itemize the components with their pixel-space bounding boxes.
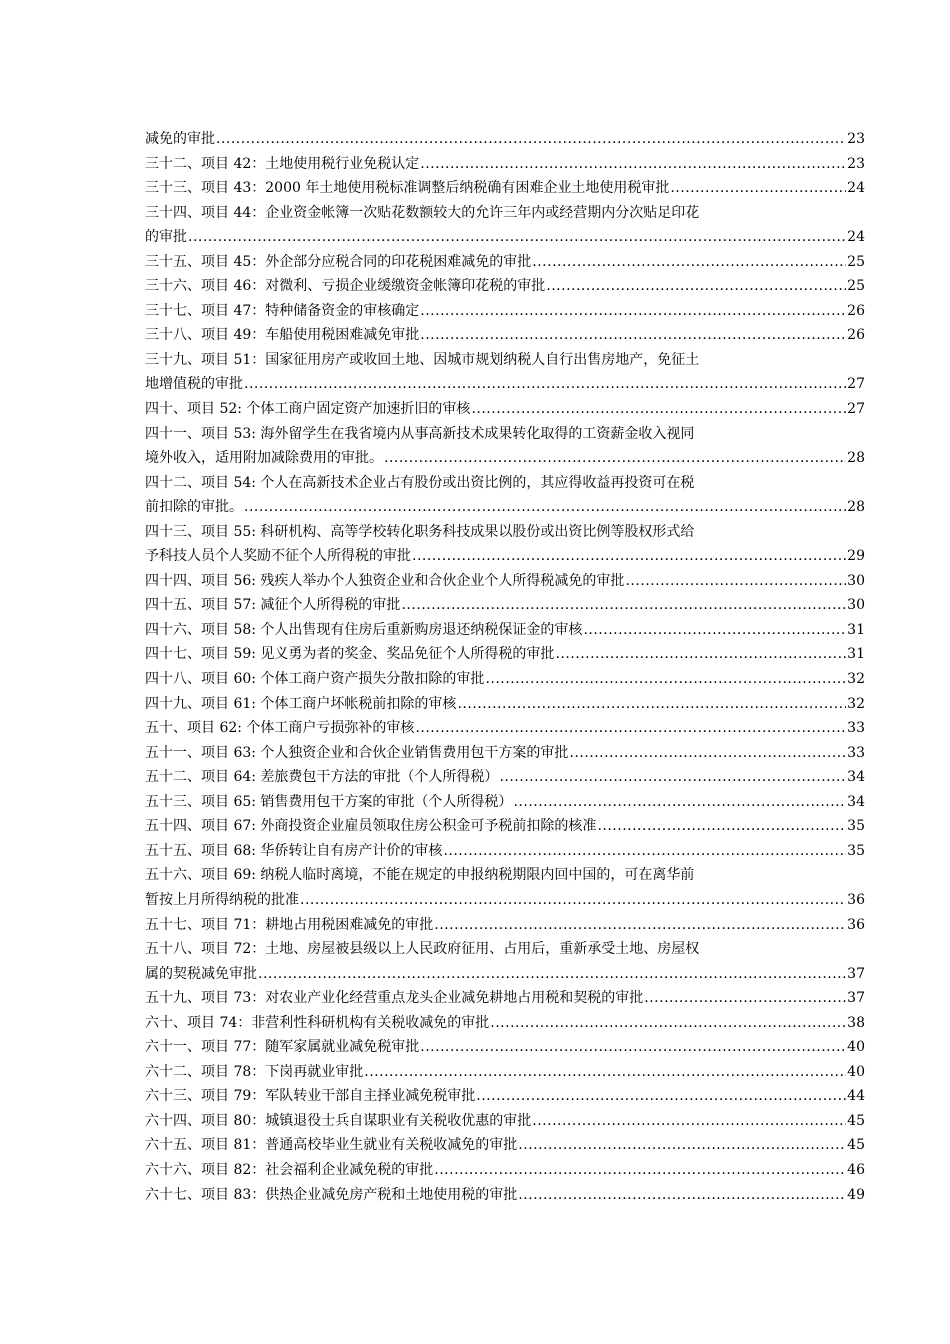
- toc-entry[interactable]: [145, 274, 865, 299]
- toc-page-number: 27: [847, 376, 865, 393]
- toc-leader-dots: [300, 888, 846, 913]
- toc-leader-dots: [364, 1060, 846, 1085]
- toc-page-number: 45: [847, 1137, 865, 1154]
- toc-page-number: 25: [847, 253, 865, 270]
- toc-leader-dots: [434, 1158, 846, 1183]
- toc-entry-title: 六十一、项目 77：随军家属就业减免税审批: [145, 1039, 420, 1056]
- toc-entry[interactable]: [145, 790, 865, 815]
- toc-entry[interactable]: [145, 1133, 865, 1158]
- toc-page-number: 23: [847, 155, 865, 172]
- toc-page-number: 34: [847, 793, 865, 810]
- toc-entry-title: 前扣除的审批。: [145, 499, 243, 516]
- toc-leader-dots: [384, 446, 846, 471]
- toc-entry-title: 三十五、项目 45：外企部分应税合同的印花税困难减免的审批: [145, 253, 532, 270]
- toc-entry-title: 三十六、项目 46：对微利、亏损企业缓缴资金帐簿印花税的审批: [145, 278, 546, 295]
- toc-entry-title: 的审批: [145, 229, 187, 246]
- toc-entry-title: 四十六、项目 58: 个人出售现有住房后重新购房退还纳税保证金的审核: [145, 621, 583, 638]
- toc-entry[interactable]: [145, 913, 865, 938]
- toc-leader-dots: [644, 986, 846, 1011]
- toc-leader-dots: [216, 127, 846, 152]
- toc-entry[interactable]: [145, 323, 865, 348]
- toc-page-number: 31: [847, 621, 865, 638]
- toc-entry[interactable]: [145, 593, 865, 618]
- toc-leader-dots: [555, 642, 846, 667]
- toc-entry-title: 四十八、项目 60: 个体工商户资产损失分散扣除的审批: [145, 671, 485, 688]
- toc-entry-title: 三十四、项目 44：企业资金帐簿一次贴花数额较大的允许三年内或经营期内分次贴足印花: [145, 204, 700, 221]
- toc-entry-title: 五十二、项目 64: 差旅费包干方法的审批（个人所得税）: [145, 769, 499, 786]
- toc-page-number: 31: [847, 646, 865, 663]
- toc-entry-title: 五十五、项目 68: 华侨转让自有房产计价的审核: [145, 842, 443, 859]
- toc-page-number: 27: [847, 401, 865, 418]
- toc-entry-title: 六十二、项目 78：下岗再就业审批: [145, 1063, 364, 1080]
- toc-entry[interactable]: [145, 1035, 865, 1060]
- toc-entry-title: 暂按上月所得纳税的批准: [145, 891, 299, 908]
- toc-entry[interactable]: [145, 1011, 865, 1036]
- toc-page-number: 26: [847, 327, 865, 344]
- toc-leader-dots: [499, 765, 846, 790]
- toc-entry-title: 三十七、项目 47：特种储备资金的审核确定: [145, 302, 420, 319]
- toc-page-number: 40: [847, 1039, 865, 1056]
- toc-entry[interactable]: [145, 1109, 865, 1134]
- toc-page-number: 49: [847, 1186, 865, 1203]
- toc-leader-dots: [457, 692, 846, 717]
- toc-leader-dots: [420, 299, 846, 324]
- toc-entry-title: 四十九、项目 61: 个体工商户坏帐税前扣除的审核: [145, 695, 457, 712]
- toc-entry-title: 四十二、项目 54: 个人在高新技术企业占有股份或出资比例的，其应得收益再投资可在税: [145, 474, 695, 491]
- toc-page-number: 30: [847, 572, 865, 589]
- toc-leader-dots: [532, 1109, 846, 1134]
- toc-entry-title: 三十九、项目 51：国家征用房产或收回土地、因城市规划纳税人自行出售房地产，免征土: [145, 351, 700, 368]
- toc-page-number: 45: [847, 1112, 865, 1129]
- toc-entry-title: 五十八、项目 72：土地、房屋被县级以上人民政府征用、占用后，重新承受土地、房屋权: [145, 941, 700, 958]
- toc-entry[interactable]: [145, 937, 865, 986]
- toc-page-number: 28: [847, 450, 865, 467]
- toc-entry-title: 属的契税减免审批: [145, 965, 257, 982]
- toc-entry-title: 六十五、项目 81：普通高校毕业生就业有关税收减免的审批: [145, 1137, 518, 1154]
- toc-entry-title: 五十一、项目 63: 个人独资企业和合伙企业销售费用包干方案的审批: [145, 744, 569, 761]
- toc-entry-title: 四十一、项目 53: 海外留学生在我省境内从事高新技术成果转化取得的工资薪金收入视同: [145, 425, 695, 442]
- toc-page-number: 33: [847, 720, 865, 737]
- toc-entry[interactable]: [145, 741, 865, 766]
- toc-leader-dots: [420, 1035, 846, 1060]
- toc-entry-title: 五十九、项目 73：对农业产业化经营重点龙头企业减免耕地占用税和契税的审批: [145, 990, 644, 1007]
- toc-leader-dots: [485, 667, 846, 692]
- toc-page-number: 32: [847, 671, 865, 688]
- toc-leader-dots: [518, 1183, 846, 1208]
- toc-entry-title: 五十六、项目 69: 纳税人临时离境，不能在规定的申报纳税期限内回中国的，可在离华前: [145, 867, 695, 884]
- toc-entry-title: 予科技人员个人奖励不征个人所得税的审批: [145, 548, 411, 565]
- toc-leader-dots: [546, 274, 846, 299]
- toc-entry[interactable]: [145, 716, 865, 741]
- toc-entry[interactable]: [145, 667, 865, 692]
- toc-entry-title: 三十三、项目 43：2000 年土地使用税标准调整后纳税确有困难企业土地使用税审批: [145, 180, 670, 197]
- toc-entry[interactable]: [145, 863, 865, 912]
- toc-page-number: 23: [847, 131, 865, 147]
- toc-leader-dots: [420, 152, 846, 177]
- toc-entry[interactable]: [145, 1060, 865, 1085]
- toc-leader-dots: [258, 962, 846, 987]
- toc-leader-dots: [532, 250, 846, 275]
- toc-entry-title: 境外收入，适用附加减除费用的审批。: [145, 450, 383, 467]
- toc-page-number: 40: [847, 1063, 865, 1080]
- toc-page-number: 35: [847, 842, 865, 859]
- toc-entry-title: 六十七、项目 83：供热企业减免房产税和土地使用税的审批: [145, 1186, 518, 1203]
- toc-entry-title: 三十二、项目 42：土地使用税行业免税认定: [145, 155, 420, 172]
- toc-entry[interactable]: [145, 569, 865, 594]
- toc-page-number: 44: [847, 1088, 865, 1105]
- toc-page-number: 24: [847, 229, 865, 246]
- toc-entry-title: 减免的审批: [145, 131, 215, 147]
- toc-page-number: 35: [847, 818, 865, 835]
- toc-entry-title: 五十三、项目 65: 销售费用包干方案的审批（个人所得税）: [145, 793, 513, 810]
- toc-page-number: 36: [847, 916, 865, 933]
- toc-page-number: 38: [847, 1014, 865, 1031]
- toc-entry[interactable]: [145, 986, 865, 1011]
- toc-entry[interactable]: [145, 422, 865, 471]
- toc-page-number: 46: [847, 1161, 865, 1178]
- toc-entry[interactable]: [145, 201, 865, 250]
- toc-leader-dots: [244, 372, 846, 397]
- toc-entry-title: 地增值税的审批: [145, 376, 243, 393]
- toc-leader-dots: [583, 618, 846, 643]
- toc-entry[interactable]: [145, 127, 865, 152]
- toc-entry-title: 五十七、项目 71：耕地占用税困难减免的审批: [145, 916, 434, 933]
- toc-page-number: 33: [847, 744, 865, 761]
- toc-leader-dots: [490, 1011, 846, 1036]
- toc-entry-title: 四十、项目 52: 个体工商户固定资产加速折旧的审核: [145, 401, 471, 418]
- toc-entry-title: 六十三、项目 79：军队转业干部自主择业减免税审批: [145, 1088, 476, 1105]
- toc-page-number: 26: [847, 302, 865, 319]
- toc-entry[interactable]: [145, 520, 865, 569]
- toc-entry-title: 六十六、项目 82：社会福利企业减免税的审批: [145, 1161, 434, 1178]
- toc-leader-dots: [625, 569, 846, 594]
- toc-page-number: 37: [847, 965, 865, 982]
- toc-leader-dots: [597, 814, 846, 839]
- toc-page-number: 37: [847, 990, 865, 1007]
- toc-entry-title: 五十四、项目 67: 外商投资企业雇员领取住房公积金可予税前扣除的核准: [145, 818, 597, 835]
- toc-page-number: 24: [847, 180, 865, 197]
- toc-entry[interactable]: [145, 765, 865, 790]
- toc-entry[interactable]: [145, 348, 865, 397]
- toc-entry[interactable]: [145, 397, 865, 422]
- toc-page-number: 34: [847, 769, 865, 786]
- toc-leader-dots: [415, 716, 846, 741]
- toc-entry[interactable]: [145, 299, 865, 324]
- toc-entry-title: 三十八、项目 49：车船使用税困难减免审批: [145, 327, 420, 344]
- toc-entry-title: 四十五、项目 57: 减征个人所得税的审批: [145, 597, 401, 614]
- toc-leader-dots: [476, 1084, 846, 1109]
- toc-leader-dots: [670, 176, 846, 201]
- toc-leader-dots: [420, 323, 846, 348]
- toc-entry[interactable]: [145, 152, 865, 177]
- toc-entry[interactable]: [145, 176, 865, 201]
- table-of-contents: [145, 127, 865, 1207]
- toc-leader-dots: [434, 913, 846, 938]
- toc-entry-title: 四十四、项目 56: 残疾人举办个人独资企业和合伙企业个人所得税减免的审批: [145, 572, 625, 589]
- toc-entry-title: 六十、项目 74：非营利性科研机构有关税收减免的审批: [145, 1014, 490, 1031]
- toc-entry[interactable]: [145, 642, 865, 667]
- toc-entry-title: 五十、项目 62: 个体工商户亏损弥补的审核: [145, 720, 415, 737]
- toc-entry[interactable]: [145, 471, 865, 520]
- toc-leader-dots: [244, 495, 846, 520]
- toc-page-number: 32: [847, 695, 865, 712]
- toc-entry-title: 六十四、项目 80：城镇退役士兵自谋职业有关税收优惠的审批: [145, 1112, 532, 1129]
- toc-entry-title: 四十七、项目 59: 见义勇为者的奖金、奖品免征个人所得税的审批: [145, 646, 555, 663]
- toc-entry[interactable]: [145, 1084, 865, 1109]
- toc-page-number: 36: [847, 891, 865, 908]
- toc-page-number: 28: [847, 499, 865, 516]
- toc-page-number: 30: [847, 597, 865, 614]
- toc-leader-dots: [518, 1133, 846, 1158]
- toc-entry[interactable]: [145, 1183, 865, 1208]
- toc-entry[interactable]: [145, 618, 865, 643]
- toc-entry-title: 四十三、项目 55: 科研机构、高等学校转化职务科技成果以股份或出资比例等股权形式给: [145, 523, 695, 540]
- toc-leader-dots: [569, 741, 846, 766]
- toc-leader-dots: [443, 839, 846, 864]
- toc-leader-dots: [513, 790, 846, 815]
- toc-leader-dots: [401, 593, 846, 618]
- toc-entry[interactable]: [145, 250, 865, 275]
- toc-leader-dots: [412, 544, 846, 569]
- toc-page-number: 25: [847, 278, 865, 295]
- toc-entry[interactable]: [145, 814, 865, 839]
- toc-entry[interactable]: [145, 839, 865, 864]
- toc-entry[interactable]: [145, 692, 865, 717]
- toc-leader-dots: [471, 397, 846, 422]
- toc-entry[interactable]: [145, 1158, 865, 1183]
- toc-leader-dots: [188, 225, 846, 250]
- toc-page-number: 29: [847, 548, 865, 565]
